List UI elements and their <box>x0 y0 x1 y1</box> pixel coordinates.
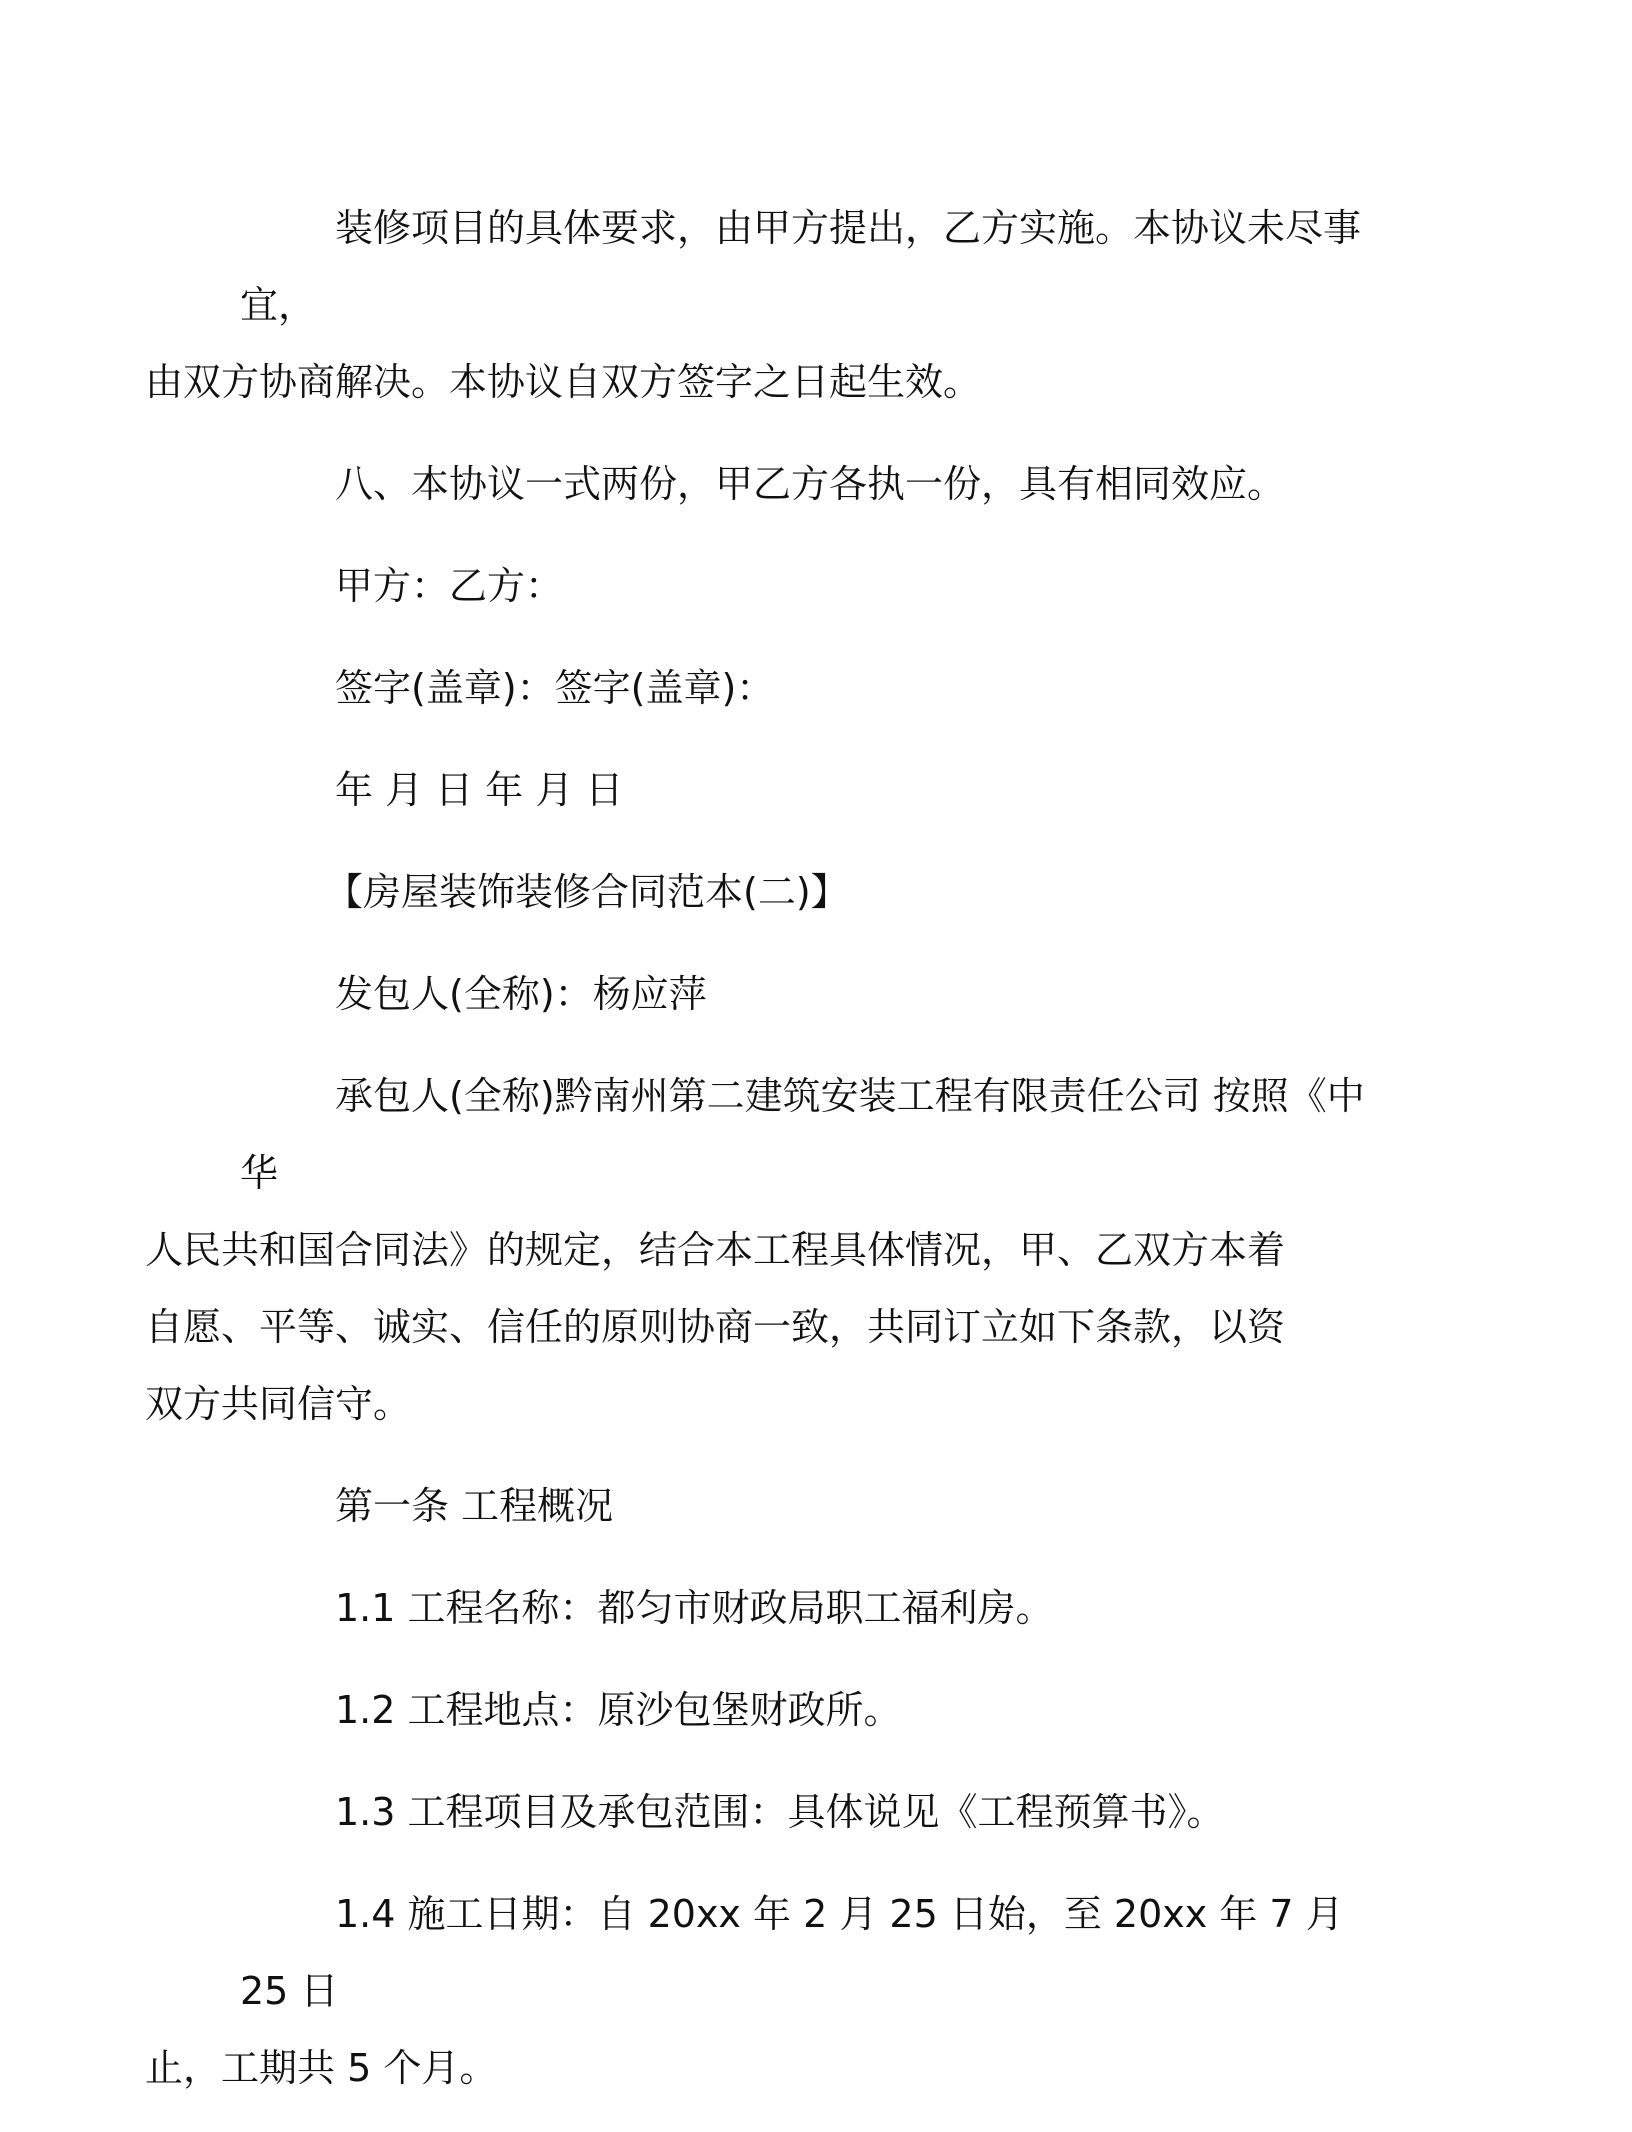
text-line: 年 月 日 年 月 日 <box>335 768 624 812</box>
text-line: 发包人(全称)：杨应萍 <box>335 972 707 1016</box>
text-line: 双方共同信守。 <box>145 1382 412 1426</box>
text-line: 1.4 施工日期：自 20xx 年 2 月 25 日始，至 20xx 年 7 月 25 日 <box>240 1892 1344 2013</box>
text-line: 签字(盖章)：签字(盖章)： <box>335 666 775 710</box>
text-line: 1.3 工程项目及承包范围：具体说见《工程预算书》。 <box>335 1790 1225 1834</box>
text-line: 由双方协商解决。本协议自双方签字之日起生效。 <box>145 360 982 404</box>
article-heading <box>240 1468 1390 1545</box>
paragraph-dates <box>240 752 1390 829</box>
text-line: 甲方：乙方： <box>335 564 564 608</box>
paragraph-parties <box>240 548 1390 625</box>
text-line: 【房屋装饰装修合同范本(二)】 <box>325 870 849 914</box>
text-line: 止，工期共 5 个月。 <box>145 2046 498 2090</box>
document-body <box>145 190 1390 2132</box>
item-project-name <box>240 1570 1390 1647</box>
paragraph-employer <box>240 956 1390 1033</box>
paragraph-contractor <box>145 1058 1390 1443</box>
text-line: 承包人(全称)黔南州第二建筑安装工程有限责任公司 按照《中华 <box>240 1074 1365 1195</box>
text-line: 自愿、平等、诚实、信任的原则协商一致，共同订立如下条款，以资 <box>145 1305 1286 1349</box>
text-line: 1.2 工程地点：原沙包堡财政所。 <box>335 1688 902 1732</box>
item-project-scope <box>240 1774 1390 1851</box>
item-project-location <box>240 1672 1390 1749</box>
text-line: 八、本协议一式两份，甲乙方各执一份，具有相同效应。 <box>335 462 1286 506</box>
text-line: 装修项目的具体要求，由甲方提出，乙方实施。本协议未尽事宜， <box>240 206 1362 327</box>
text-line: 1.1 工程名称：都匀市财政局职工福利房。 <box>335 1586 1054 1630</box>
paragraph-clause-eight <box>240 446 1390 523</box>
section-title <box>240 854 1390 931</box>
text-line: 人民共和国合同法》的规定，结合本工程具体情况，甲、乙双方本着 <box>145 1228 1286 1272</box>
text-line: 第一条 工程概况 <box>335 1484 614 1528</box>
paragraph-signatures <box>240 650 1390 727</box>
item-construction-dates <box>145 1876 1390 2107</box>
paragraph-implementation-terms <box>145 190 1390 421</box>
